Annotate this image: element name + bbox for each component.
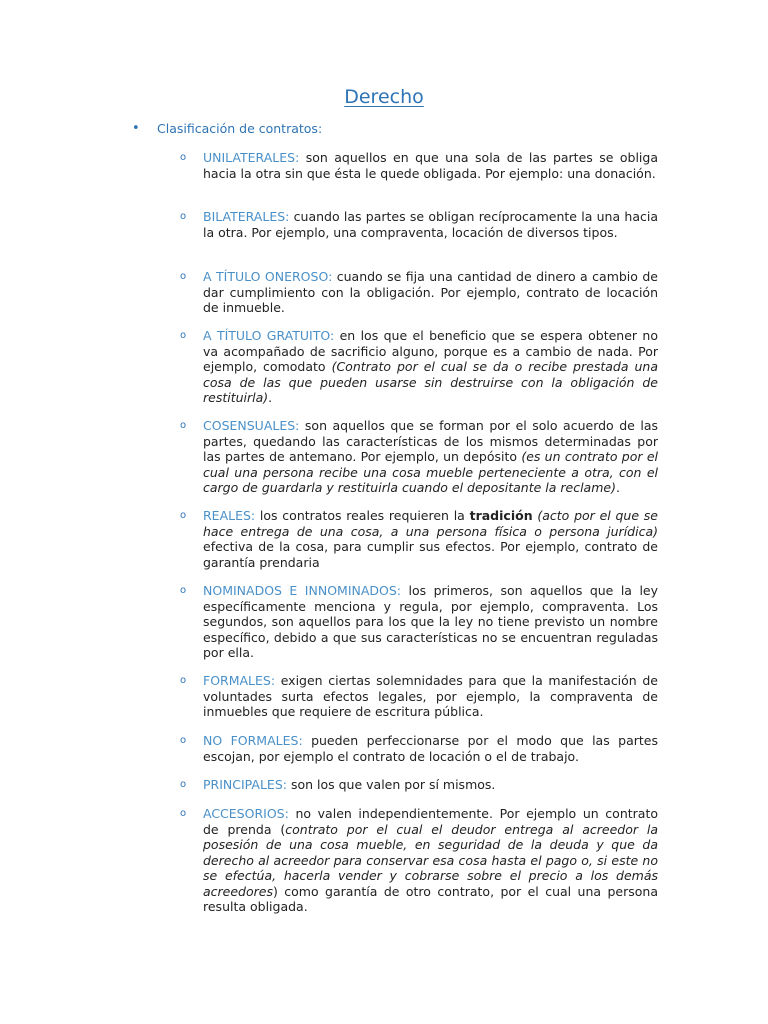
text-run: ) como garantía de otro contrato, por el cual una persona resulta obligada.	[203, 883, 658, 914]
term-label: COSENSUALES:	[203, 418, 300, 433]
term-label: NOMINADOS E INNOMINADOS:	[203, 583, 402, 598]
circle-bullet-icon: o	[180, 330, 187, 341]
list-item-text	[203, 508, 658, 570]
circle-bullet-icon: o	[180, 152, 187, 163]
text-run: efectiva de la cosa, para cumplir sus efectos. Por ejemplo, contrato de garantía prendaria	[203, 539, 658, 570]
text-run: (es un contrato por el cual una persona recibe una cosa mueble perteneciente a otra, con el cargo de guardarla y restituirla cuando el depositante la reclame)	[203, 449, 658, 495]
list-item-text	[203, 418, 658, 496]
circle-bullet-icon: o	[180, 420, 187, 431]
circle-bullet-icon: o	[180, 675, 187, 686]
text-run: .	[615, 480, 620, 495]
text-run: cuando las partes se obligan recíprocamente la una hacia la otra. Por ejemplo, una compraventa, locación de diversos tipos.	[203, 209, 658, 240]
list-item-text	[203, 777, 658, 793]
text-run: tradición	[469, 508, 533, 523]
list-item-text	[203, 583, 658, 661]
circle-bullet-icon: o	[180, 510, 187, 521]
term-label: UNILATERALES:	[203, 150, 300, 165]
list-item-text	[203, 269, 658, 316]
text-run: son aquellos que se forman por el solo acuerdo de las partes, quedando las características de los mismos determinadas por las partes de antemano. Por ejemplo, un depósito	[203, 418, 658, 464]
text-run: exigen ciertas solemnidades para que la manifestación de voluntades surta efectos legales, por ejemplo, la compraventa de inmuebles que requiere de escritura pública.	[203, 673, 658, 719]
term-label: BILATERALES:	[203, 209, 290, 224]
text-run: pueden perfeccionarse por el modo que las partes escojan, por ejemplo el contrato de locación o el de trabajo.	[203, 733, 658, 764]
term-label: ACCESORIOS:	[203, 806, 289, 821]
list-item-text	[203, 733, 658, 764]
circle-bullet-icon: o	[180, 808, 187, 819]
circle-bullet-icon: o	[180, 585, 187, 596]
term-label: PRINCIPALES:	[203, 777, 287, 792]
text-run: no valen independientemente. Por ejemplo un contrato de prenda (	[203, 806, 658, 837]
list-item-text	[203, 806, 658, 915]
text-run: .	[268, 390, 273, 405]
text-run: los contratos reales requieren la	[255, 508, 470, 523]
circle-bullet-icon: o	[180, 735, 187, 746]
list-item-text	[203, 673, 658, 720]
list-item-text	[203, 150, 658, 181]
term-label: REALES:	[203, 508, 256, 523]
circle-bullet-icon: o	[180, 779, 187, 790]
text-run: contrato por el cual el deudor entrega al acreedor la posesión de una cosa mueble, en seguridad de la deuda y que da derecho al acreedor para conservar esa cosa hasta el pago o, si este no se efectúa, hacerla vender y cobrarse sobre el precio a los demás acreedores	[203, 821, 658, 899]
circle-bullet-icon: o	[180, 271, 187, 282]
term-label: A TÍTULO GRATUITO:	[203, 328, 335, 343]
circle-bullet-icon: o	[180, 211, 187, 222]
bullet-marker: •	[132, 121, 140, 136]
term-label: A TÍTULO ONEROSO:	[203, 269, 333, 284]
text-run: (acto por el que se hace entrega de una cosa, a una persona física o persona jurídica)	[203, 508, 658, 539]
text-run: son los que valen por sí mismos.	[286, 777, 496, 792]
main-list-label: Clasificación de contratos:	[157, 121, 323, 136]
list-item-text	[203, 328, 658, 406]
page-title: Derecho	[344, 86, 424, 108]
text-run: cuando se fija una cantidad de dinero a cambio de dar cumplimiento con la obligación. Por ejemplo, contrato de locación de inmueble.	[203, 269, 658, 315]
text-run: son aquellos en que una sola de las partes se obliga hacia la otra sin que ésta le quede obligada. Por ejemplo: una donación.	[203, 150, 658, 181]
text-run: los primeros, son aquellos que la ley específicamente menciona y regula, por ejemplo, compraventa. Los segundos, son aquellos para los que la ley no tiene previsto un nombre específico, debido a que sus características no se encuentran reguladas por ella.	[203, 583, 658, 660]
term-label: FORMALES:	[203, 673, 276, 688]
text-run: en los que el beneficio que se espera obtener no va acompañado de sacrificio alguno, porque es a cambio de nada. Por ejemplo, comodato	[203, 328, 658, 374]
term-label: NO FORMALES:	[203, 733, 303, 748]
text-run: (Contrato por el cual se da o recibe prestada una cosa de las que pueden usarse sin destruirse con la obligación de restituirla)	[203, 359, 658, 405]
list-item-text	[203, 209, 658, 240]
